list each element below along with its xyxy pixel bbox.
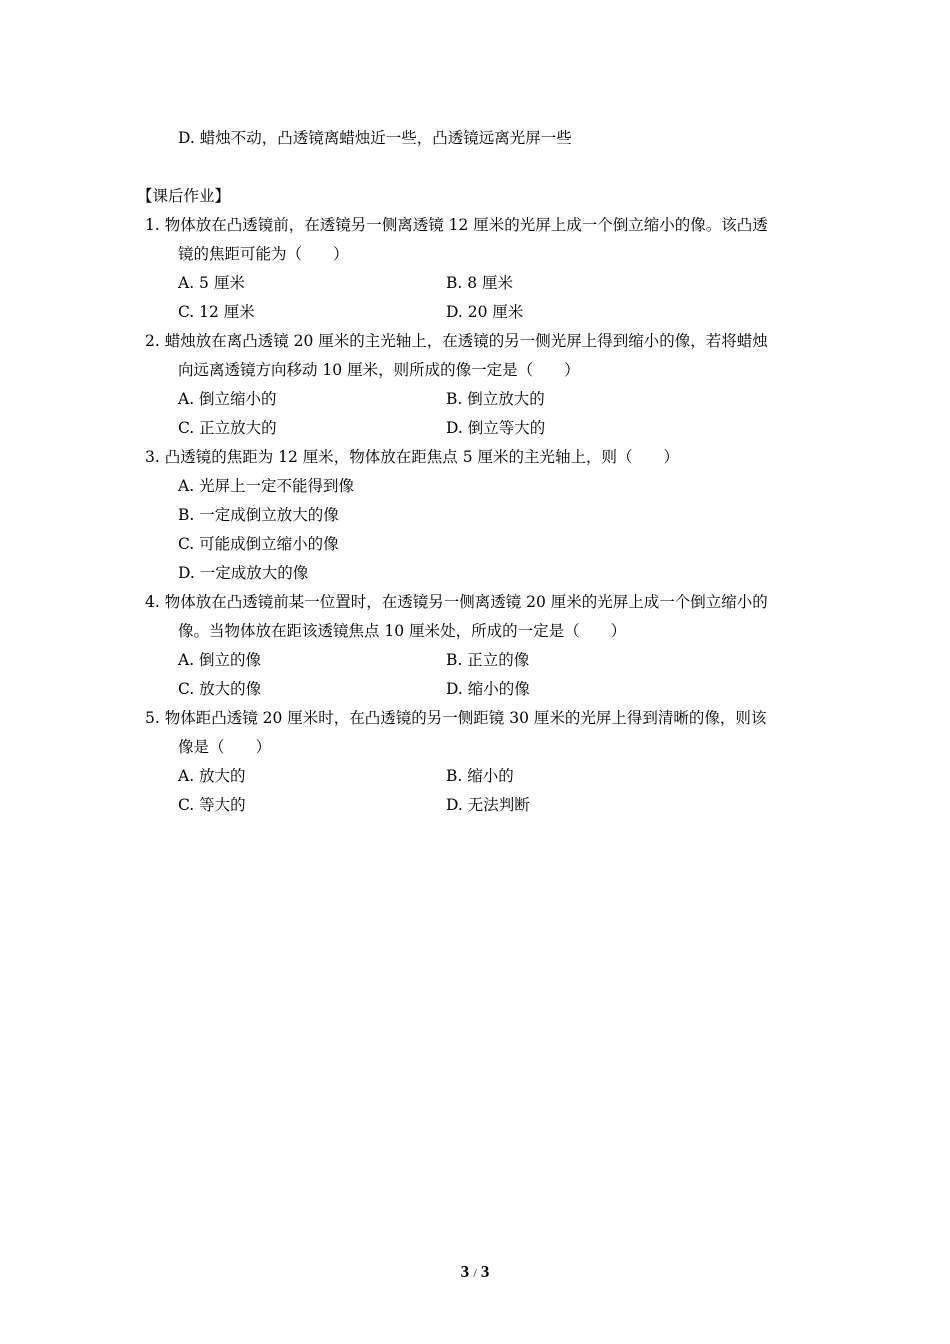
page-number-separator: / — [473, 1266, 477, 1280]
question-2-option-d: D. 倒立等大的 — [446, 419, 546, 437]
question-5-option-b: B. 缩小的 — [446, 767, 514, 785]
question-1-text-continued: 镜的焦距可能为（ ） — [178, 245, 349, 263]
question-4-option-b: B. 正立的像 — [446, 651, 530, 669]
question-3-option-a: A. 光屏上一定不能得到像 — [178, 477, 355, 495]
section-title: 【课后作业】 — [137, 187, 231, 205]
page-number-total: 3 — [480, 1262, 490, 1281]
question-4-text: 4. 物体放在凸透镜前某一位置时，在透镜另一侧离透镜 20 厘米的光屏上成一个倒立缩小的 — [145, 593, 768, 611]
question-3-option-c: C. 可能成倒立缩小的像 — [178, 535, 339, 553]
question-1-option-b: B. 8 厘米 — [446, 274, 514, 292]
question-1-option-d: D. 20 厘米 — [446, 303, 524, 321]
question-3-option-d: D. 一定成放大的像 — [178, 564, 309, 582]
question-1-text: 1. 物体放在凸透镜前，在透镜另一侧离透镜 12 厘米的光屏上成一个倒立缩小的像。该凸透 — [145, 216, 768, 234]
question-2-text: 2. 蜡烛放在离凸透镜 20 厘米的主光轴上，在透镜的另一侧光屏上得到缩小的像，若将蜡烛 — [145, 332, 768, 350]
page-number-current: 3 — [460, 1262, 470, 1281]
question-2-option-a: A. 倒立缩小的 — [178, 390, 277, 408]
question-5-text: 5. 物体距凸透镜 20 厘米时，在凸透镜的另一侧距镜 30 厘米的光屏上得到清晰的像，则该 — [145, 709, 767, 727]
question-5-option-d: D. 无法判断 — [446, 796, 530, 814]
question-1-option-c: C. 12 厘米 — [178, 303, 255, 321]
page-number — [0, 1262, 950, 1282]
question-4-option-d: D. 缩小的像 — [446, 680, 530, 698]
question-4-option-c: C. 放大的像 — [178, 680, 262, 698]
question-5-option-a: A. 放大的 — [178, 767, 246, 785]
question-2-option-c: C. 正立放大的 — [178, 419, 277, 437]
previous-question-option-d: D. 蜡烛不动，凸透镜离蜡烛近一些，凸透镜远离光屏一些 — [178, 129, 572, 147]
question-1-option-a: A. 5 厘米 — [178, 274, 245, 292]
question-3-option-b: B. 一定成倒立放大的像 — [178, 506, 339, 524]
question-5-text-continued: 像是（ ） — [178, 738, 272, 756]
question-2-option-b: B. 倒立放大的 — [446, 390, 545, 408]
question-4-option-a: A. 倒立的像 — [178, 651, 262, 669]
question-4-text-continued: 像。当物体放在距该透镜焦点 10 厘米处，所成的一定是（ ） — [178, 622, 627, 640]
question-3-text: 3. 凸透镜的焦距为 12 厘米，物体放在距焦点 5 厘米的主光轴上，则（ ） — [145, 448, 680, 466]
question-5-option-c: C. 等大的 — [178, 796, 246, 814]
question-2-text-continued: 向远离透镜方向移动 10 厘米，则所成的像一定是（ ） — [178, 361, 580, 379]
